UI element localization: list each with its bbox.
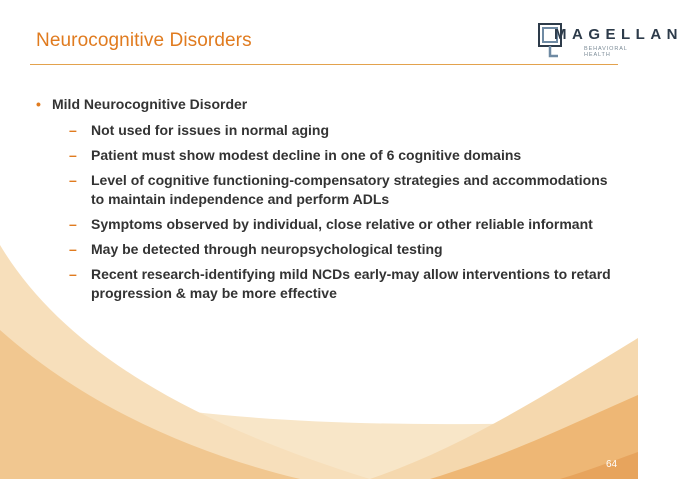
- sub-bullet-marker: –: [69, 122, 77, 138]
- sub-bullet-text: Level of cognitive functioning-compensatory strategies and accommodations to maintain independence and perform ADLs: [91, 172, 608, 207]
- sub-bullet-marker: –: [69, 241, 77, 257]
- company-logo: [537, 22, 683, 66]
- sub-bullet-marker: –: [69, 147, 77, 163]
- bullet-item: [36, 95, 616, 114]
- slide-title: Neurocognitive Disorders: [36, 30, 252, 51]
- sub-bullet-item: [36, 171, 616, 209]
- sub-bullet-marker: –: [69, 266, 77, 282]
- bullet-marker: •: [36, 96, 41, 112]
- title-divider: [30, 64, 618, 65]
- sub-bullet-item: [36, 215, 616, 234]
- sub-bullet-marker: –: [69, 172, 77, 188]
- sub-bullet-text: Symptoms observed by individual, close relative or other reliable informant: [91, 216, 593, 232]
- sub-bullet-text: May be detected through neuropsychological testing: [91, 241, 443, 257]
- sub-bullet-text: Not used for issues in normal aging: [91, 122, 330, 138]
- logo-tagline: BEHAVIORAL HEALTH: [584, 46, 628, 58]
- sub-bullet-item: [36, 146, 616, 165]
- page-number: 64: [606, 459, 618, 470]
- sub-bullet-text: Recent research-identifying mild NCDs early-may allow interventions to retard progression & may be more effective: [91, 266, 611, 301]
- bullet-text: Mild Neurocognitive Disorder: [52, 96, 248, 112]
- sub-bullet-item: [36, 240, 616, 259]
- sub-bullet-text: Patient must show modest decline in one of 6 cognitive domains: [91, 147, 522, 163]
- slide-body: [36, 95, 616, 309]
- sub-bullet-item: [36, 121, 616, 140]
- logo-wordmark: MAGELLAN: [554, 26, 683, 43]
- sub-bullet-item: [36, 265, 616, 303]
- sub-bullet-marker: –: [69, 216, 77, 232]
